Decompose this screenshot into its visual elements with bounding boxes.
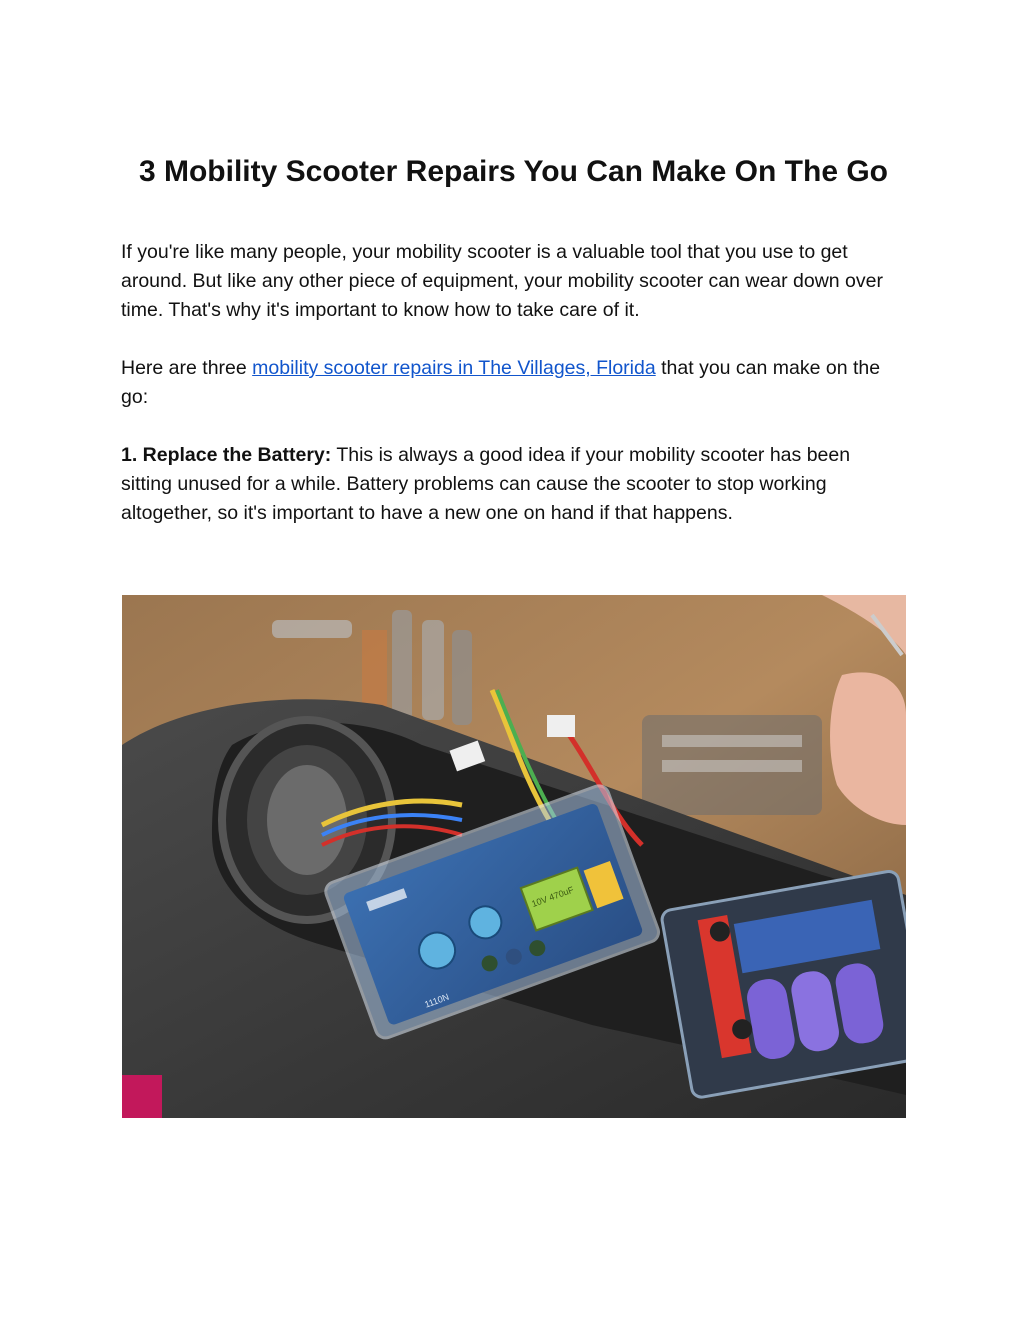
list-item-battery <box>121 441 906 528</box>
list-item-heading: 1. Replace the Battery: <box>121 444 332 466</box>
capacitor-label-1: 10V 470uF <box>530 884 576 910</box>
intro-paragraph: If you're like many people, your mobility scooter is a valuable tool that you use to get around. But like any other piece of equipment, your mobility scooter can wear down over time. That's why it's important to know how to take care of it. <box>121 241 883 321</box>
scooter-electronics-photo <box>122 595 906 1118</box>
lead-text-before: Here are three <box>121 357 253 379</box>
list-item-text: This is always a good idea if your mobility scooter has been sitting unused for a while. Battery problems can cause the scooter to stop working altogether, so it's important to have a new one on hand if that happens. <box>121 444 851 524</box>
lead-paragraph <box>121 354 906 412</box>
page-title: 3 Mobility Scooter Repairs You Can Make On The Go <box>138 155 889 188</box>
lead-text-after: that you can make on the go: <box>121 357 881 408</box>
document-body <box>121 150 906 528</box>
board-label: 1110N <box>423 991 451 1010</box>
repairs-link[interactable]: mobility scooter repairs in The Villages, Florida <box>252 357 656 379</box>
